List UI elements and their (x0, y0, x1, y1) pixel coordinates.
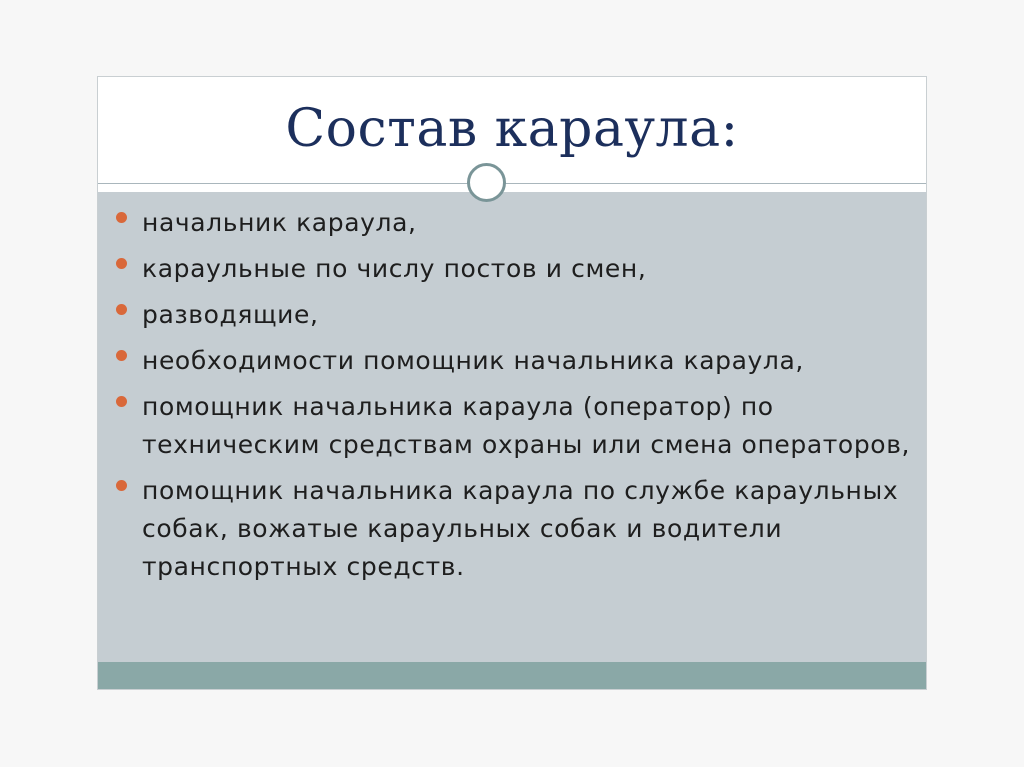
bullet-dot-icon (116, 350, 127, 361)
list-item-text: необходимости помощник начальника караула, (142, 346, 804, 375)
bullet-dot-icon (116, 258, 127, 269)
list-item (112, 250, 922, 288)
slide-title: Состав караула: (285, 99, 739, 159)
list-item-text: помощник начальника караула по службе караульных собак, вожатые караульных собак и водители транспортных средств. (142, 476, 899, 581)
bullet-dot-icon (116, 304, 127, 315)
title-divider (98, 183, 926, 184)
bullet-dot-icon (116, 212, 127, 223)
list-item-text: караульные по числу постов и смен, (142, 254, 647, 283)
list-item (112, 342, 922, 380)
list-item (112, 204, 922, 242)
slide (97, 76, 927, 690)
title-area (98, 77, 926, 184)
bullet-dot-icon (116, 396, 127, 407)
list-item (112, 296, 922, 334)
list-item-text: разводящие, (142, 300, 319, 329)
list-item-text: начальник караула, (142, 208, 417, 237)
bottom-band (98, 662, 926, 690)
bullet-list (112, 204, 922, 594)
bullet-dot-icon (116, 480, 127, 491)
list-item-text: помощник начальника караула (оператор) по техническим средствам охраны или смена операторов, (142, 392, 911, 459)
list-item (112, 388, 922, 464)
list-item (112, 472, 922, 586)
circle-ornament-icon (467, 163, 506, 202)
